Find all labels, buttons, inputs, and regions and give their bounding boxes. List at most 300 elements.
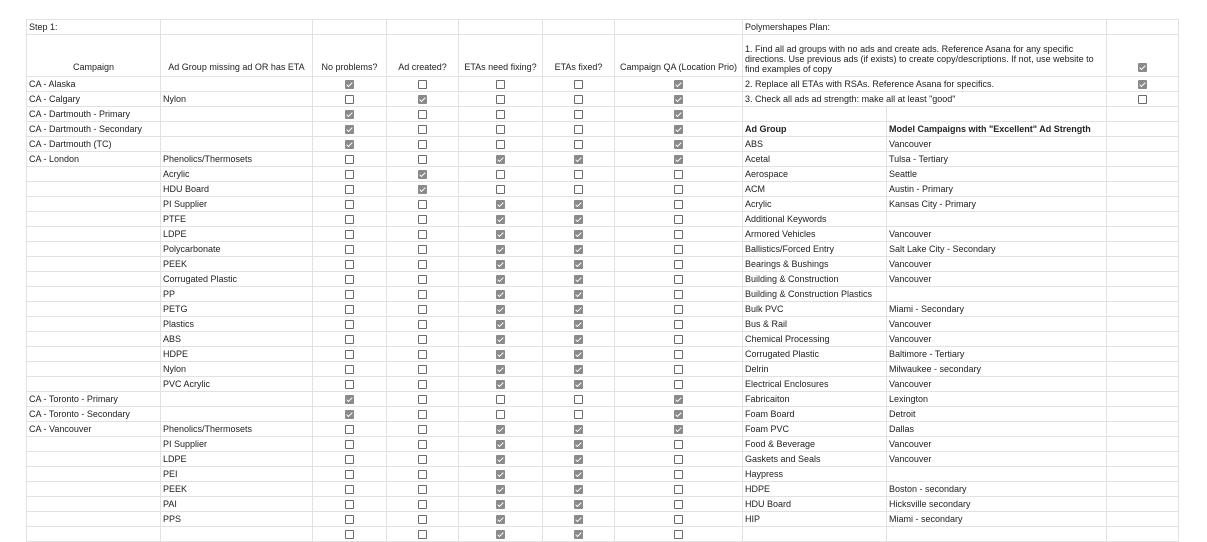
- ad-created-checkbox-cell[interactable]: [387, 92, 459, 107]
- no-problems-checkbox-cell[interactable]: [313, 152, 387, 167]
- campaign-qa-checkbox-cell[interactable]: [615, 347, 743, 362]
- etas-need-fixing-checkbox-cell[interactable]: [459, 242, 543, 257]
- etas-need-fixing-checkbox[interactable]: [496, 350, 505, 359]
- no-problems-checkbox-cell[interactable]: [313, 377, 387, 392]
- ad-created-checkbox[interactable]: [418, 230, 427, 239]
- campaign-qa-checkbox-cell[interactable]: [615, 107, 743, 122]
- etas-fixed-checkbox-cell[interactable]: [543, 482, 615, 497]
- no-problems-checkbox-cell[interactable]: [313, 467, 387, 482]
- etas-need-fixing-checkbox-cell[interactable]: [459, 362, 543, 377]
- etas-fixed-checkbox-cell[interactable]: [543, 272, 615, 287]
- campaign-cell[interactable]: CA - Dartmouth (TC): [27, 137, 161, 152]
- etas-fixed-checkbox-cell[interactable]: [543, 227, 615, 242]
- model-ad-group-cell[interactable]: HIP: [743, 512, 887, 527]
- campaign-qa-checkbox[interactable]: [674, 365, 683, 374]
- etas-need-fixing-checkbox-cell[interactable]: [459, 452, 543, 467]
- no-problems-checkbox[interactable]: [345, 395, 354, 404]
- campaign-cell[interactable]: [27, 167, 161, 182]
- ad-group-cell[interactable]: [161, 407, 313, 422]
- ad-group-cell[interactable]: Corrugated Plastic: [161, 272, 313, 287]
- etas-fixed-checkbox[interactable]: [574, 515, 583, 524]
- ad-created-checkbox[interactable]: [418, 470, 427, 479]
- model-ad-group-cell[interactable]: Acetal: [743, 152, 887, 167]
- model-ad-group-cell[interactable]: Acrylic: [743, 197, 887, 212]
- no-problems-checkbox-cell[interactable]: [313, 287, 387, 302]
- etas-fixed-checkbox[interactable]: [574, 245, 583, 254]
- no-problems-checkbox[interactable]: [345, 290, 354, 299]
- etas-need-fixing-checkbox-cell[interactable]: [459, 182, 543, 197]
- model-ad-group-cell[interactable]: HDPE: [743, 482, 887, 497]
- campaign-qa-checkbox-cell[interactable]: [615, 362, 743, 377]
- etas-fixed-checkbox-cell[interactable]: [543, 392, 615, 407]
- etas-need-fixing-checkbox[interactable]: [496, 470, 505, 479]
- etas-need-fixing-checkbox[interactable]: [496, 185, 505, 194]
- campaign-qa-checkbox[interactable]: [674, 530, 683, 539]
- no-problems-checkbox[interactable]: [345, 80, 354, 89]
- etas-fixed-checkbox-cell[interactable]: [543, 362, 615, 377]
- no-problems-checkbox-cell[interactable]: [313, 272, 387, 287]
- ad-group-cell[interactable]: PEEK: [161, 257, 313, 272]
- ad-created-checkbox-cell[interactable]: [387, 497, 459, 512]
- model-ad-group-cell[interactable]: HDU Board: [743, 497, 887, 512]
- etas-need-fixing-checkbox-cell[interactable]: [459, 317, 543, 332]
- campaign-qa-checkbox[interactable]: [674, 230, 683, 239]
- etas-fixed-checkbox-cell[interactable]: [543, 302, 615, 317]
- ad-created-checkbox-cell[interactable]: [387, 77, 459, 92]
- etas-need-fixing-checkbox-cell[interactable]: [459, 137, 543, 152]
- ad-group-cell[interactable]: Polycarbonate: [161, 242, 313, 257]
- campaign-qa-checkbox[interactable]: [674, 410, 683, 419]
- no-problems-checkbox-cell[interactable]: [313, 392, 387, 407]
- no-problems-checkbox[interactable]: [345, 410, 354, 419]
- etas-need-fixing-checkbox-cell[interactable]: [459, 332, 543, 347]
- campaign-qa-checkbox[interactable]: [674, 80, 683, 89]
- campaign-qa-checkbox-cell[interactable]: [615, 497, 743, 512]
- ad-created-checkbox[interactable]: [418, 440, 427, 449]
- ad-created-checkbox-cell[interactable]: [387, 377, 459, 392]
- model-ad-group-cell[interactable]: Foam Board: [743, 407, 887, 422]
- etas-fixed-checkbox-cell[interactable]: [543, 377, 615, 392]
- campaign-qa-checkbox-cell[interactable]: [615, 272, 743, 287]
- model-ad-group-cell[interactable]: Chemical Processing: [743, 332, 887, 347]
- model-campaign-cell[interactable]: [887, 467, 1107, 482]
- header-ad-created[interactable]: Ad created?: [387, 35, 459, 77]
- header-etas-need-fixing[interactable]: ETAs need fixing?: [459, 35, 543, 77]
- no-problems-checkbox-cell[interactable]: [313, 242, 387, 257]
- etas-need-fixing-checkbox-cell[interactable]: [459, 482, 543, 497]
- etas-fixed-checkbox[interactable]: [574, 140, 583, 149]
- campaign-qa-checkbox-cell[interactable]: [615, 437, 743, 452]
- etas-need-fixing-checkbox-cell[interactable]: [459, 287, 543, 302]
- etas-fixed-checkbox[interactable]: [574, 350, 583, 359]
- campaign-cell[interactable]: [27, 242, 161, 257]
- model-campaign-cell[interactable]: [887, 107, 1107, 122]
- campaign-qa-checkbox-cell[interactable]: [615, 467, 743, 482]
- etas-fixed-checkbox[interactable]: [574, 260, 583, 269]
- etas-need-fixing-checkbox[interactable]: [496, 515, 505, 524]
- campaign-qa-checkbox[interactable]: [674, 320, 683, 329]
- no-problems-checkbox[interactable]: [345, 110, 354, 119]
- campaign-qa-checkbox-cell[interactable]: [615, 482, 743, 497]
- no-problems-checkbox[interactable]: [345, 485, 354, 494]
- model-campaign-cell[interactable]: Dallas: [887, 422, 1107, 437]
- campaign-qa-checkbox[interactable]: [674, 140, 683, 149]
- campaign-cell[interactable]: [27, 377, 161, 392]
- model-campaign-cell[interactable]: Milwaukee - secondary: [887, 362, 1107, 377]
- etas-need-fixing-checkbox[interactable]: [496, 395, 505, 404]
- model-ad-group-cell[interactable]: Fabricaiton: [743, 392, 887, 407]
- etas-need-fixing-checkbox[interactable]: [496, 215, 505, 224]
- campaign-qa-checkbox[interactable]: [674, 515, 683, 524]
- campaign-cell[interactable]: [27, 362, 161, 377]
- ad-group-cell[interactable]: PPS: [161, 512, 313, 527]
- etas-fixed-checkbox[interactable]: [574, 275, 583, 284]
- ad-group-cell[interactable]: [161, 392, 313, 407]
- ad-created-checkbox-cell[interactable]: [387, 227, 459, 242]
- ad-created-checkbox[interactable]: [418, 485, 427, 494]
- model-ad-group-cell[interactable]: Bus & Rail: [743, 317, 887, 332]
- campaign-qa-checkbox[interactable]: [674, 500, 683, 509]
- no-problems-checkbox[interactable]: [345, 515, 354, 524]
- campaign-qa-checkbox[interactable]: [674, 440, 683, 449]
- no-problems-checkbox-cell[interactable]: [313, 512, 387, 527]
- etas-need-fixing-checkbox[interactable]: [496, 290, 505, 299]
- model-campaign-cell[interactable]: Miami - secondary: [887, 512, 1107, 527]
- etas-fixed-checkbox-cell[interactable]: [543, 332, 615, 347]
- etas-need-fixing-checkbox[interactable]: [496, 275, 505, 284]
- ad-created-checkbox[interactable]: [418, 500, 427, 509]
- etas-need-fixing-checkbox-cell[interactable]: [459, 92, 543, 107]
- etas-need-fixing-checkbox-cell[interactable]: [459, 497, 543, 512]
- ad-created-checkbox-cell[interactable]: [387, 167, 459, 182]
- model-ad-group-cell[interactable]: Armored Vehicles: [743, 227, 887, 242]
- campaign-qa-checkbox[interactable]: [674, 95, 683, 104]
- no-problems-checkbox-cell[interactable]: [313, 92, 387, 107]
- campaign-qa-checkbox-cell[interactable]: [615, 122, 743, 137]
- ad-created-checkbox-cell[interactable]: [387, 317, 459, 332]
- etas-fixed-checkbox[interactable]: [574, 500, 583, 509]
- etas-need-fixing-checkbox[interactable]: [496, 140, 505, 149]
- etas-fixed-checkbox[interactable]: [574, 155, 583, 164]
- ad-created-checkbox-cell[interactable]: [387, 137, 459, 152]
- etas-fixed-checkbox-cell[interactable]: [543, 512, 615, 527]
- ad-created-checkbox-cell[interactable]: [387, 422, 459, 437]
- etas-fixed-checkbox[interactable]: [574, 95, 583, 104]
- model-ad-group-cell[interactable]: Food & Beverage: [743, 437, 887, 452]
- etas-fixed-checkbox-cell[interactable]: [543, 347, 615, 362]
- ad-created-checkbox[interactable]: [418, 335, 427, 344]
- etas-need-fixing-checkbox[interactable]: [496, 335, 505, 344]
- model-header-ad-group[interactable]: Ad Group: [743, 122, 887, 137]
- no-problems-checkbox[interactable]: [345, 125, 354, 134]
- ad-created-checkbox-cell[interactable]: [387, 257, 459, 272]
- campaign-qa-checkbox-cell[interactable]: [615, 392, 743, 407]
- model-ad-group-cell[interactable]: Building & Construction Plastics: [743, 287, 887, 302]
- campaign-cell[interactable]: [27, 287, 161, 302]
- no-problems-checkbox-cell[interactable]: [313, 332, 387, 347]
- model-campaign-cell[interactable]: Tulsa - Tertiary: [887, 152, 1107, 167]
- campaign-cell[interactable]: [27, 347, 161, 362]
- ad-created-checkbox[interactable]: [418, 395, 427, 404]
- etas-fixed-checkbox-cell[interactable]: [543, 242, 615, 257]
- campaign-cell[interactable]: [27, 302, 161, 317]
- campaign-qa-checkbox-cell[interactable]: [615, 212, 743, 227]
- etas-need-fixing-checkbox-cell[interactable]: [459, 212, 543, 227]
- etas-fixed-checkbox-cell[interactable]: [543, 107, 615, 122]
- ad-group-cell[interactable]: [161, 122, 313, 137]
- ad-created-checkbox-cell[interactable]: [387, 452, 459, 467]
- model-ad-group-cell[interactable]: [743, 107, 887, 122]
- ad-created-checkbox[interactable]: [418, 185, 427, 194]
- no-problems-checkbox[interactable]: [345, 335, 354, 344]
- ad-created-checkbox-cell[interactable]: [387, 362, 459, 377]
- etas-need-fixing-checkbox-cell[interactable]: [459, 227, 543, 242]
- campaign-qa-checkbox-cell[interactable]: [615, 317, 743, 332]
- ad-created-checkbox[interactable]: [418, 530, 427, 539]
- ad-created-checkbox[interactable]: [418, 80, 427, 89]
- ad-created-checkbox[interactable]: [418, 125, 427, 134]
- ad-created-checkbox[interactable]: [418, 515, 427, 524]
- ad-created-checkbox-cell[interactable]: [387, 407, 459, 422]
- no-problems-checkbox[interactable]: [345, 455, 354, 464]
- model-ad-group-cell[interactable]: Gaskets and Seals: [743, 452, 887, 467]
- no-problems-checkbox-cell[interactable]: [313, 167, 387, 182]
- campaign-qa-checkbox-cell[interactable]: [615, 452, 743, 467]
- ad-group-cell[interactable]: PI Supplier: [161, 197, 313, 212]
- ad-group-cell[interactable]: [161, 77, 313, 92]
- etas-fixed-checkbox[interactable]: [574, 185, 583, 194]
- campaign-qa-checkbox[interactable]: [674, 380, 683, 389]
- etas-need-fixing-checkbox[interactable]: [496, 380, 505, 389]
- etas-need-fixing-checkbox-cell[interactable]: [459, 422, 543, 437]
- ad-group-cell[interactable]: PTFE: [161, 212, 313, 227]
- campaign-qa-checkbox[interactable]: [674, 470, 683, 479]
- no-problems-checkbox-cell[interactable]: [313, 122, 387, 137]
- ad-created-checkbox-cell[interactable]: [387, 107, 459, 122]
- etas-need-fixing-checkbox-cell[interactable]: [459, 437, 543, 452]
- ad-created-checkbox[interactable]: [418, 290, 427, 299]
- etas-need-fixing-checkbox[interactable]: [496, 200, 505, 209]
- campaign-cell[interactable]: CA - Dartmouth - Primary: [27, 107, 161, 122]
- ad-group-cell[interactable]: Plastics: [161, 317, 313, 332]
- model-ad-group-cell[interactable]: Bearings & Bushings: [743, 257, 887, 272]
- etas-need-fixing-checkbox[interactable]: [496, 155, 505, 164]
- campaign-qa-checkbox-cell[interactable]: [615, 302, 743, 317]
- no-problems-checkbox-cell[interactable]: [313, 197, 387, 212]
- campaign-qa-checkbox-cell[interactable]: [615, 152, 743, 167]
- ad-group-cell[interactable]: LDPE: [161, 227, 313, 242]
- no-problems-checkbox[interactable]: [345, 470, 354, 479]
- campaign-cell[interactable]: [27, 497, 161, 512]
- campaign-qa-checkbox[interactable]: [674, 350, 683, 359]
- no-problems-checkbox[interactable]: [345, 320, 354, 329]
- campaign-cell[interactable]: [27, 317, 161, 332]
- header-campaign-qa[interactable]: Campaign QA (Location Prio): [615, 35, 743, 77]
- ad-created-checkbox-cell[interactable]: [387, 182, 459, 197]
- model-campaign-cell[interactable]: Vancouver: [887, 437, 1107, 452]
- campaign-qa-checkbox-cell[interactable]: [615, 92, 743, 107]
- no-problems-checkbox[interactable]: [345, 140, 354, 149]
- etas-need-fixing-checkbox[interactable]: [496, 245, 505, 254]
- campaign-cell[interactable]: CA - Dartmouth - Secondary: [27, 122, 161, 137]
- ad-created-checkbox-cell[interactable]: [387, 512, 459, 527]
- campaign-qa-checkbox-cell[interactable]: [615, 422, 743, 437]
- header-campaign[interactable]: Campaign: [27, 35, 161, 77]
- model-ad-group-cell[interactable]: Corrugated Plastic: [743, 347, 887, 362]
- campaign-cell[interactable]: CA - Toronto - Secondary: [27, 407, 161, 422]
- etas-need-fixing-checkbox-cell[interactable]: [459, 257, 543, 272]
- no-problems-checkbox[interactable]: [345, 305, 354, 314]
- campaign-qa-checkbox-cell[interactable]: [615, 167, 743, 182]
- header-ad-group[interactable]: Ad Group missing ad OR has ETA: [161, 35, 313, 77]
- etas-need-fixing-checkbox-cell[interactable]: [459, 167, 543, 182]
- model-campaign-cell[interactable]: Austin - Primary: [887, 182, 1107, 197]
- model-campaign-cell[interactable]: Vancouver: [887, 377, 1107, 392]
- no-problems-checkbox[interactable]: [345, 230, 354, 239]
- etas-fixed-checkbox[interactable]: [574, 230, 583, 239]
- plan-step-1-check[interactable]: [1107, 35, 1179, 77]
- campaign-cell[interactable]: [27, 332, 161, 347]
- etas-fixed-checkbox[interactable]: [574, 380, 583, 389]
- model-ad-group-cell[interactable]: Bulk PVC: [743, 302, 887, 317]
- ad-created-checkbox[interactable]: [418, 425, 427, 434]
- campaign-qa-checkbox[interactable]: [674, 215, 683, 224]
- plan-title[interactable]: Polymershapes Plan:: [743, 20, 1107, 35]
- campaign-qa-checkbox[interactable]: [674, 455, 683, 464]
- etas-need-fixing-checkbox[interactable]: [496, 80, 505, 89]
- no-problems-checkbox-cell[interactable]: [313, 362, 387, 377]
- ad-group-cell[interactable]: Phenolics/Thermosets: [161, 152, 313, 167]
- campaign-cell[interactable]: CA - Toronto - Primary: [27, 392, 161, 407]
- header-etas-fixed[interactable]: ETAs fixed?: [543, 35, 615, 77]
- plan-step-3[interactable]: 3. Check all ads ad strength: make all at least "good": [743, 92, 1107, 107]
- etas-fixed-checkbox[interactable]: [574, 365, 583, 374]
- model-ad-group-cell[interactable]: Foam PVC: [743, 422, 887, 437]
- etas-fixed-checkbox[interactable]: [574, 440, 583, 449]
- campaign-cell[interactable]: CA - London: [27, 152, 161, 167]
- campaign-qa-checkbox[interactable]: [674, 200, 683, 209]
- no-problems-checkbox[interactable]: [345, 365, 354, 374]
- campaign-cell[interactable]: [27, 512, 161, 527]
- etas-need-fixing-checkbox[interactable]: [496, 95, 505, 104]
- campaign-qa-checkbox[interactable]: [674, 335, 683, 344]
- etas-fixed-checkbox-cell[interactable]: [543, 182, 615, 197]
- ad-created-checkbox[interactable]: [418, 200, 427, 209]
- no-problems-checkbox-cell[interactable]: [313, 347, 387, 362]
- etas-fixed-checkbox[interactable]: [574, 395, 583, 404]
- no-problems-checkbox-cell[interactable]: [313, 482, 387, 497]
- etas-need-fixing-checkbox-cell[interactable]: [459, 197, 543, 212]
- etas-fixed-checkbox-cell[interactable]: [543, 257, 615, 272]
- no-problems-checkbox[interactable]: [345, 170, 354, 179]
- ad-created-checkbox[interactable]: [418, 320, 427, 329]
- etas-need-fixing-checkbox-cell[interactable]: [459, 377, 543, 392]
- plan-checkbox[interactable]: [1138, 95, 1147, 104]
- etas-fixed-checkbox-cell[interactable]: [543, 407, 615, 422]
- ad-created-checkbox-cell[interactable]: [387, 242, 459, 257]
- no-problems-checkbox-cell[interactable]: [313, 422, 387, 437]
- campaign-qa-checkbox[interactable]: [674, 425, 683, 434]
- etas-fixed-checkbox-cell[interactable]: [543, 422, 615, 437]
- no-problems-checkbox-cell[interactable]: [313, 317, 387, 332]
- model-ad-group-cell[interactable]: ACM: [743, 182, 887, 197]
- etas-fixed-checkbox[interactable]: [574, 110, 583, 119]
- campaign-cell[interactable]: [27, 437, 161, 452]
- no-problems-checkbox-cell[interactable]: [313, 257, 387, 272]
- etas-need-fixing-checkbox-cell[interactable]: [459, 467, 543, 482]
- etas-fixed-checkbox[interactable]: [574, 455, 583, 464]
- etas-fixed-checkbox-cell[interactable]: [543, 452, 615, 467]
- etas-fixed-checkbox[interactable]: [574, 425, 583, 434]
- plan-checkbox-cell[interactable]: [1107, 77, 1179, 92]
- etas-need-fixing-checkbox[interactable]: [496, 485, 505, 494]
- no-problems-checkbox-cell[interactable]: [313, 227, 387, 242]
- etas-need-fixing-checkbox-cell[interactable]: [459, 152, 543, 167]
- no-problems-checkbox-cell[interactable]: [313, 182, 387, 197]
- etas-fixed-checkbox[interactable]: [574, 290, 583, 299]
- etas-need-fixing-checkbox[interactable]: [496, 320, 505, 329]
- campaign-qa-checkbox[interactable]: [674, 245, 683, 254]
- etas-fixed-checkbox[interactable]: [574, 200, 583, 209]
- ad-created-checkbox[interactable]: [418, 275, 427, 284]
- ad-created-checkbox-cell[interactable]: [387, 482, 459, 497]
- no-problems-checkbox[interactable]: [345, 425, 354, 434]
- model-campaign-cell[interactable]: [887, 287, 1107, 302]
- ad-group-cell[interactable]: [161, 107, 313, 122]
- ad-created-checkbox[interactable]: [418, 365, 427, 374]
- model-ad-group-cell[interactable]: ABS: [743, 137, 887, 152]
- etas-need-fixing-checkbox[interactable]: [496, 365, 505, 374]
- campaign-qa-checkbox[interactable]: [674, 485, 683, 494]
- campaign-qa-checkbox[interactable]: [674, 185, 683, 194]
- no-problems-checkbox-cell[interactable]: [313, 77, 387, 92]
- ad-group-cell[interactable]: Phenolics/Thermosets: [161, 422, 313, 437]
- ad-group-cell[interactable]: Nylon: [161, 362, 313, 377]
- etas-need-fixing-checkbox[interactable]: [496, 410, 505, 419]
- model-campaign-cell[interactable]: Vancouver: [887, 272, 1107, 287]
- etas-need-fixing-checkbox-cell[interactable]: [459, 392, 543, 407]
- model-campaign-cell[interactable]: Miami - Secondary: [887, 302, 1107, 317]
- no-problems-checkbox[interactable]: [345, 440, 354, 449]
- ad-created-checkbox[interactable]: [418, 95, 427, 104]
- ad-created-checkbox-cell[interactable]: [387, 197, 459, 212]
- ad-created-checkbox-cell[interactable]: [387, 287, 459, 302]
- no-problems-checkbox[interactable]: [345, 215, 354, 224]
- etas-fixed-checkbox-cell[interactable]: [543, 212, 615, 227]
- ad-created-checkbox[interactable]: [418, 245, 427, 254]
- plan-checkbox[interactable]: [1138, 80, 1147, 89]
- model-ad-group-cell[interactable]: Additional Keywords: [743, 212, 887, 227]
- ad-created-checkbox-cell[interactable]: [387, 332, 459, 347]
- campaign-cell[interactable]: [27, 227, 161, 242]
- ad-created-checkbox[interactable]: [418, 350, 427, 359]
- ad-group-cell[interactable]: PAI: [161, 497, 313, 512]
- etas-fixed-checkbox-cell[interactable]: [543, 152, 615, 167]
- campaign-qa-checkbox-cell[interactable]: [615, 287, 743, 302]
- model-campaign-cell[interactable]: Vancouver: [887, 227, 1107, 242]
- plan-step-2[interactable]: 2. Replace all ETAs with RSAs. Reference Asana for specifics.: [743, 77, 1107, 92]
- etas-fixed-checkbox-cell[interactable]: [543, 497, 615, 512]
- campaign-qa-checkbox-cell[interactable]: [615, 182, 743, 197]
- etas-need-fixing-checkbox[interactable]: [496, 305, 505, 314]
- plan-checkbox[interactable]: [1138, 63, 1147, 72]
- etas-fixed-checkbox-cell[interactable]: [543, 437, 615, 452]
- no-problems-checkbox[interactable]: [345, 95, 354, 104]
- ad-created-checkbox-cell[interactable]: [387, 272, 459, 287]
- campaign-qa-checkbox[interactable]: [674, 110, 683, 119]
- campaign-qa-checkbox-cell[interactable]: [615, 242, 743, 257]
- etas-fixed-checkbox-cell[interactable]: [543, 137, 615, 152]
